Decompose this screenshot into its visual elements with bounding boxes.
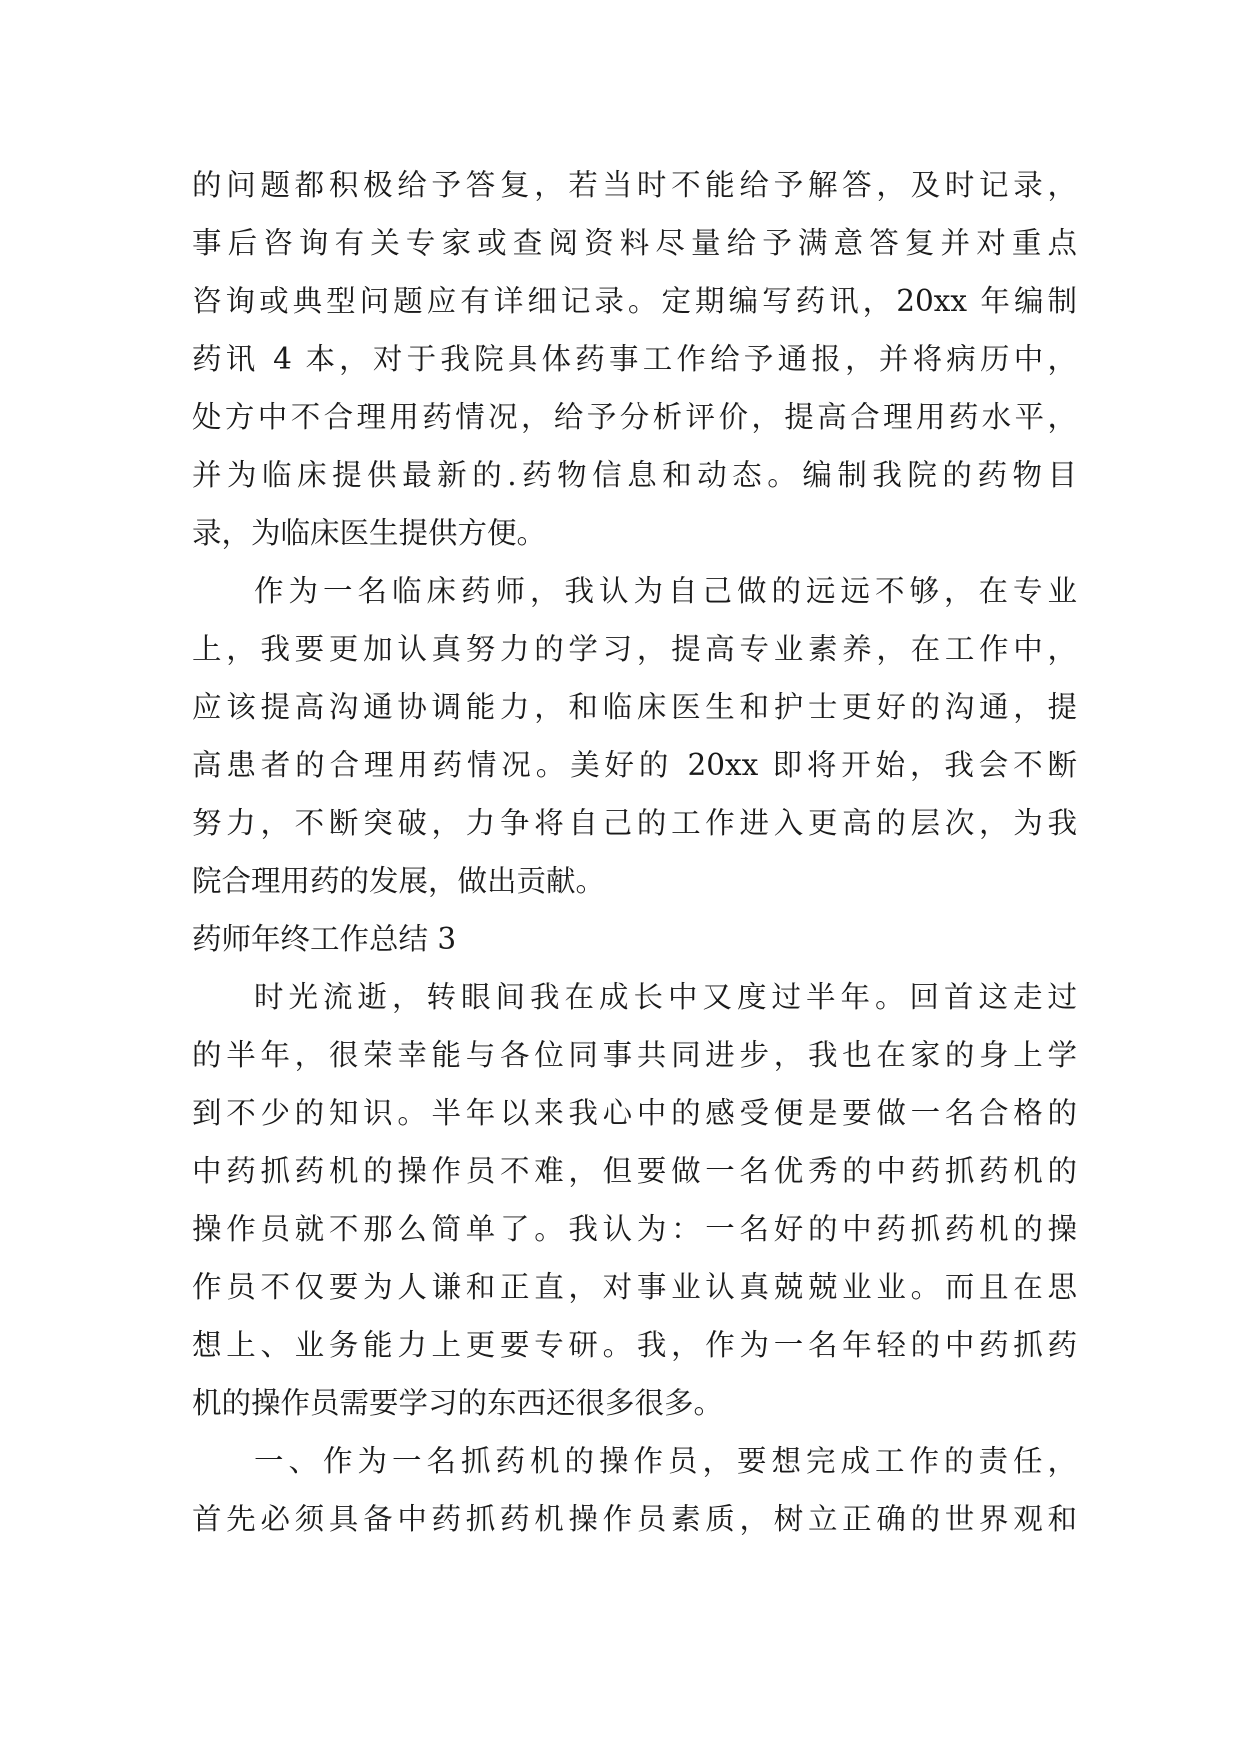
text-line: 处方中不合理用药情况，给予分析评价，提高合理用药水平，	[192, 400, 1077, 434]
text-line: 院合理用药的发展，做出贡献。	[192, 864, 606, 898]
paragraph-first-line: 作为一名临床药师，我认为自己做的远远不够，在专业	[254, 574, 1077, 608]
text-line: 中药抓药机的操作员不难，但要做一名优秀的中药抓药机的	[192, 1154, 1077, 1188]
text-line: 应该提高沟通协调能力，和临床医生和护士更好的沟通，提	[192, 690, 1077, 724]
paragraph-first-line: 一、作为一名抓药机的操作员，要想完成工作的责任，	[254, 1444, 1077, 1478]
text-line: 录，为临床医生提供方便。	[192, 516, 547, 550]
paragraph-first-line: 时光流逝，转眼间我在成长中又度过半年。回首这走过	[254, 980, 1077, 1014]
text-line: 到不少的知识。半年以来我心中的感受便是要做一名合格的	[192, 1096, 1077, 1130]
text-line: 咨询或典型问题应有详细记录。定期编写药讯，20xx 年编制	[192, 284, 1077, 318]
text-line: 机的操作员需要学习的东西还很多很多。	[192, 1386, 724, 1420]
text-line: 的半年，很荣幸能与各位同事共同进步，我也在家的身上学	[192, 1038, 1077, 1072]
text-line: 努力，不断突破，力争将自己的工作进入更高的层次，为我	[192, 806, 1077, 840]
text-line: 事后咨询有关专家或查阅资料尽量给予满意答复并对重点	[192, 226, 1077, 260]
text-line: 想上、业务能力上更要专研。我，作为一名年轻的中药抓药	[192, 1328, 1077, 1362]
text-line: 首先必须具备中药抓药机操作员素质，树立正确的世界观和	[192, 1502, 1077, 1536]
section-heading: 药师年终工作总结 3	[192, 922, 457, 956]
text-line: 药讯 4 本，对于我院具体药事工作给予通报，并将病历中，	[192, 342, 1077, 376]
text-line: 操作员就不那么简单了。我认为：一名好的中药抓药机的操	[192, 1212, 1077, 1246]
text-line: 并为临床提供最新的.药物信息和动态。编制我院的药物目	[192, 458, 1077, 492]
text-line: 的问题都积极给予答复，若当时不能给予解答，及时记录，	[192, 168, 1077, 202]
text-line: 上，我要更加认真努力的学习，提高专业素养，在工作中，	[192, 632, 1077, 666]
text-line: 作员不仅要为人谦和正直，对事业认真兢兢业业。而且在思	[192, 1270, 1077, 1304]
text-line: 高患者的合理用药情况。美好的 20xx 即将开始，我会不断	[192, 748, 1077, 782]
